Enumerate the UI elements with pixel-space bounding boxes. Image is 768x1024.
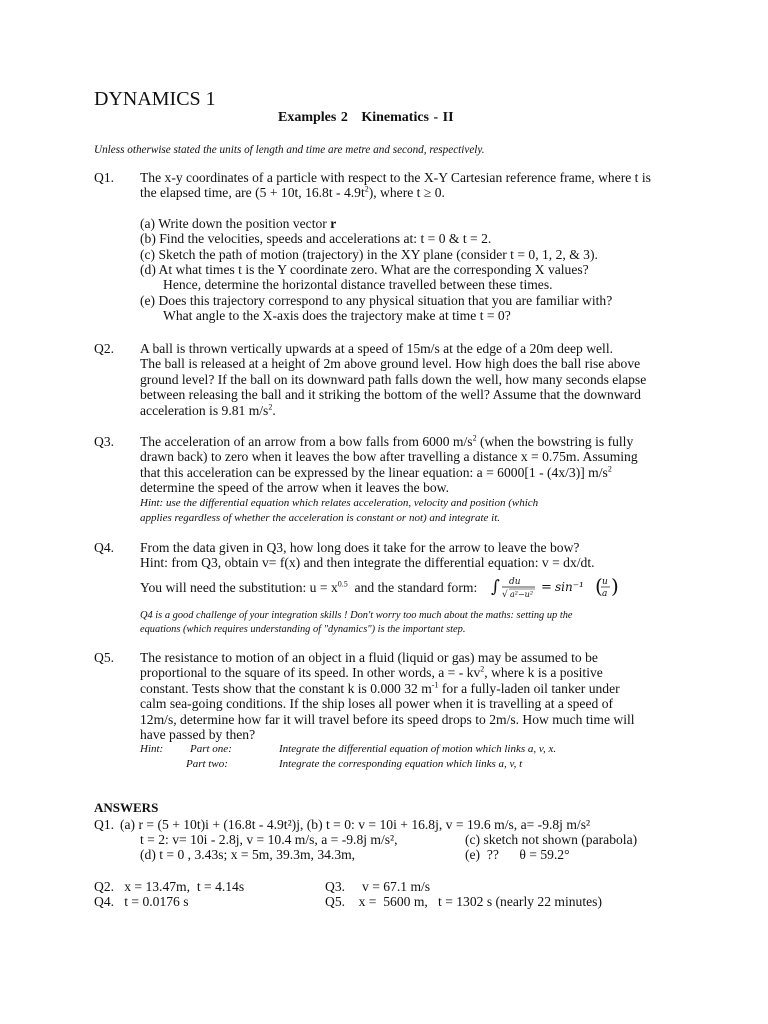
q3-line-1: The acceleration of an arrow from a bow falls from 6000 $m/s^2$ (when the bowstring is fully — [140, 433, 634, 449]
answer-q5: Q5. x = 5600 m, t = 1302 s (nearly 22 minutes) — [325, 894, 602, 909]
q3-line-4: determine the speed of the arrow when it leaves the bow. — [140, 480, 450, 496]
q5-hint-part-one — [140, 742, 700, 757]
integral-formula-graphic — [489, 573, 621, 601]
q5-line-2-text: proportional to the square of its speed. In other words, a = - kv — [140, 665, 481, 681]
q1-part-a-bold: r — [330, 215, 337, 231]
q1-part-a-text: (a) Write down the position vector — [140, 215, 331, 231]
q2-line-2: The ball is released at a height of 2m above ground level. How high does the ball rise above — [140, 356, 641, 372]
q2-line-5: acceleration is 9.81 $m/s^2$. — [140, 402, 276, 418]
standard-integral-formula — [489, 573, 621, 604]
svg-text:): ) — [610, 573, 619, 598]
q4-substitution-exponent: 0.5 — [337, 579, 348, 589]
q2-line-3: ground level? If the ball on its downward path falls down the well, how many seconds elapse — [140, 371, 647, 387]
q5-line-5: 12m/s, determine how far it will travel before its speed drops to 2m/s. How much time will — [140, 711, 635, 727]
q4-line-1: From the data given in Q3, how long does it take for the arrow to leave the bow? — [140, 540, 580, 555]
q5-line-3 — [140, 681, 700, 696]
question-body — [140, 170, 700, 324]
q5-part-two-label: Part two: — [186, 758, 228, 771]
q5-hint-part-two — [140, 757, 700, 772]
answer-q4: Q4. t = 0.0176 s — [94, 894, 189, 909]
question-5 — [94, 650, 694, 770]
q2-line-4: between releasing the ball and it striking the bottom of the well? Assume that the downward — [140, 387, 641, 403]
q1-intro-text-end: ), where t ≥ 0. — [368, 185, 445, 201]
question-number: Q2. — [94, 341, 115, 356]
question-1 — [94, 170, 694, 330]
question-body — [140, 341, 700, 418]
answers-heading: ANSWERS — [94, 800, 159, 815]
page-subtitle: Examples 2 Kinematics - II — [278, 110, 454, 125]
q5-part-one-text: Integrate the differential equation of motion which links a, v, x. — [279, 743, 557, 756]
svg-text:=: = — [540, 579, 552, 595]
svg-text:a²−u²: a²−u² — [509, 589, 533, 599]
question-body — [140, 434, 700, 526]
answer-q3: Q3. v = 67.1 m/s — [325, 879, 431, 894]
q3-hint-line-2: applies regardless of whether the acceleration is constant or not) and integrate it. — [140, 511, 501, 524]
q3-line-1-text: The acceleration of an arrow from a bow falls from 6000 m/s — [140, 434, 473, 449]
question-2 — [94, 341, 694, 421]
question-body — [140, 540, 700, 604]
q1-part-d-line-2: Hence, determine the horizontal distance travelled between these times. — [163, 277, 553, 293]
answer-q1-line-1: (a) r = (5 + 10t)i + (16.8t - 4.9t²)j, (b) t = 0: v = 10i + 16.8j, v = 19.6 m/s, a= -9.8j m/s² — [120, 817, 591, 832]
answer-q2: Q2. x = 13.47m, t = 4.14s — [94, 879, 245, 894]
q4-line-3 — [140, 573, 700, 604]
q1-part-e-line-2: What angle to the X-axis does the trajectory make at time t = 0? — [163, 308, 511, 324]
q5-part-one-label: Part one: — [190, 743, 232, 756]
q1-intro-text: the elapsed time, are (5 + 10t, 16.8t - 4.9t — [140, 185, 365, 201]
question-body — [140, 650, 700, 772]
q4-standard-form-text: and the standard form: — [347, 579, 478, 595]
question-number: Q3. — [94, 434, 115, 449]
q5-line-4: calm sea-going conditions. If the ship loses all power when it is travelling at a speed of — [140, 696, 614, 712]
question-number: Q5. — [94, 650, 115, 665]
answer-q1-line-2b: (c) sketch not shown (parabola) — [465, 832, 638, 847]
q5-line-3-text: constant. Tests show that the constant k is 0.000 32 m — [140, 680, 432, 696]
svg-text:a: a — [601, 588, 608, 599]
q1-part-b: (b) Find the velocities, speeds and accelerations at: t = 0 & t = 2. — [140, 231, 492, 247]
q2-line-5-end: . — [272, 402, 276, 418]
svg-text:sin⁻¹: sin⁻¹ — [554, 579, 584, 594]
answer-q1-line-3b: (e) ?? θ = 59.2° — [465, 847, 570, 862]
q3-line-1-end: (when the bowstring is fully — [476, 434, 634, 449]
question-number: Q1. — [94, 170, 115, 185]
q4-note — [140, 609, 660, 636]
question-4 — [94, 540, 694, 600]
q5-line-2-end: , where k is a positive — [484, 665, 603, 681]
q4-line-2: Hint: from Q3, obtain v= f(x) and then integrate the differential equation: v = dx/dt. — [140, 555, 595, 571]
svg-text:(: ( — [594, 573, 603, 598]
q5-line-3-end: for a fully-laden oil tanker under — [438, 680, 620, 696]
q2-line-5-text: acceleration is 9.81 m/s — [140, 402, 269, 418]
answer-q1-line-2a: t = 2: v= 10i - 2.8j, v = 10.4 m/s, a = -9.8j m/s², — [140, 832, 398, 847]
svg-text:du: du — [508, 576, 521, 587]
q4-note-line-1: Q4 is a good challenge of your integration skills ! Don't worry too much about the maths: setting up the — [140, 610, 573, 621]
q5-line-3-exponent: -1 — [431, 680, 439, 690]
q4-substitution-text: You will need the substitution: u = x — [140, 579, 338, 595]
answer-q1-label: Q1. — [94, 817, 115, 832]
q5-line-1: The resistance to motion of an object in a fluid (liquid or gas) may be assumed to be — [140, 650, 598, 665]
page-title: DYNAMICS 1 — [94, 88, 216, 110]
question-number: Q4. — [94, 540, 115, 555]
q4-note-line-2: equations (which requires understanding of "dynamics") is the important step. — [140, 623, 466, 635]
answer-q1-line-3a: (d) t = 0 , 3.43s; x = 5m, 39.3m, 34.3m, — [140, 847, 356, 862]
q1-part-c: (c) Sketch the path of motion (trajectory) in the XY plane (consider t = 0, 1, 2, & 3). — [140, 246, 598, 262]
q1-intro-line-2: the elapsed time, are (5 + 10t, $16.8t - 4.9t^2$), where t ≥ 0. — [140, 184, 445, 201]
q5-line-6: have passed by then? — [140, 727, 256, 743]
q5-part-two-text: Integrate the corresponding equation which links a, v, t — [279, 758, 523, 771]
svg-text:∫: ∫ — [490, 576, 500, 597]
q3-hint-line-1: Hint: use the differential equation which relates acceleration, velocity and position (which — [140, 496, 539, 509]
q5-hint-label: Hint: — [140, 743, 164, 756]
q5-line-2: proportional to the square of its speed. In other words, a = - $kv^2$, where k is a positive — [140, 664, 603, 681]
svg-text:√: √ — [501, 589, 508, 600]
q1-intro-line-1: The x-y coordinates of a particle with respect to the X-Y Cartesian reference frame, where t is — [140, 170, 651, 185]
q3-line-3: that this acceleration can be expressed by the linear equation: a = 6000[1 - (4x/3)] $m/s^2$ — [140, 464, 612, 480]
question-3 — [94, 434, 694, 524]
q1-part-d-line-1: (d) At what times t is the Y coordinate zero. What are the corresponding X values? — [140, 262, 589, 278]
q3-line-3-text: that this acceleration can be expressed by the linear equation: a = 6000[1 - (4x/3)] m/s — [140, 464, 608, 480]
q1-part-e-line-1: (e) Does this trajectory correspond to any physical situation that you are familiar with? — [140, 292, 613, 308]
svg-text:u: u — [601, 576, 608, 587]
units-note: Unless otherwise stated the units of length and time are metre and second, respectively. — [94, 144, 485, 156]
q3-line-2: drawn back) to zero when it leaves the bow after travelling a distance x = 0.75m. Assuming — [140, 449, 638, 465]
q1-part-a — [140, 216, 700, 231]
q2-line-1: A ball is thrown vertically upwards at a speed of 15m/s at the edge of a 20m deep well. — [140, 341, 614, 356]
